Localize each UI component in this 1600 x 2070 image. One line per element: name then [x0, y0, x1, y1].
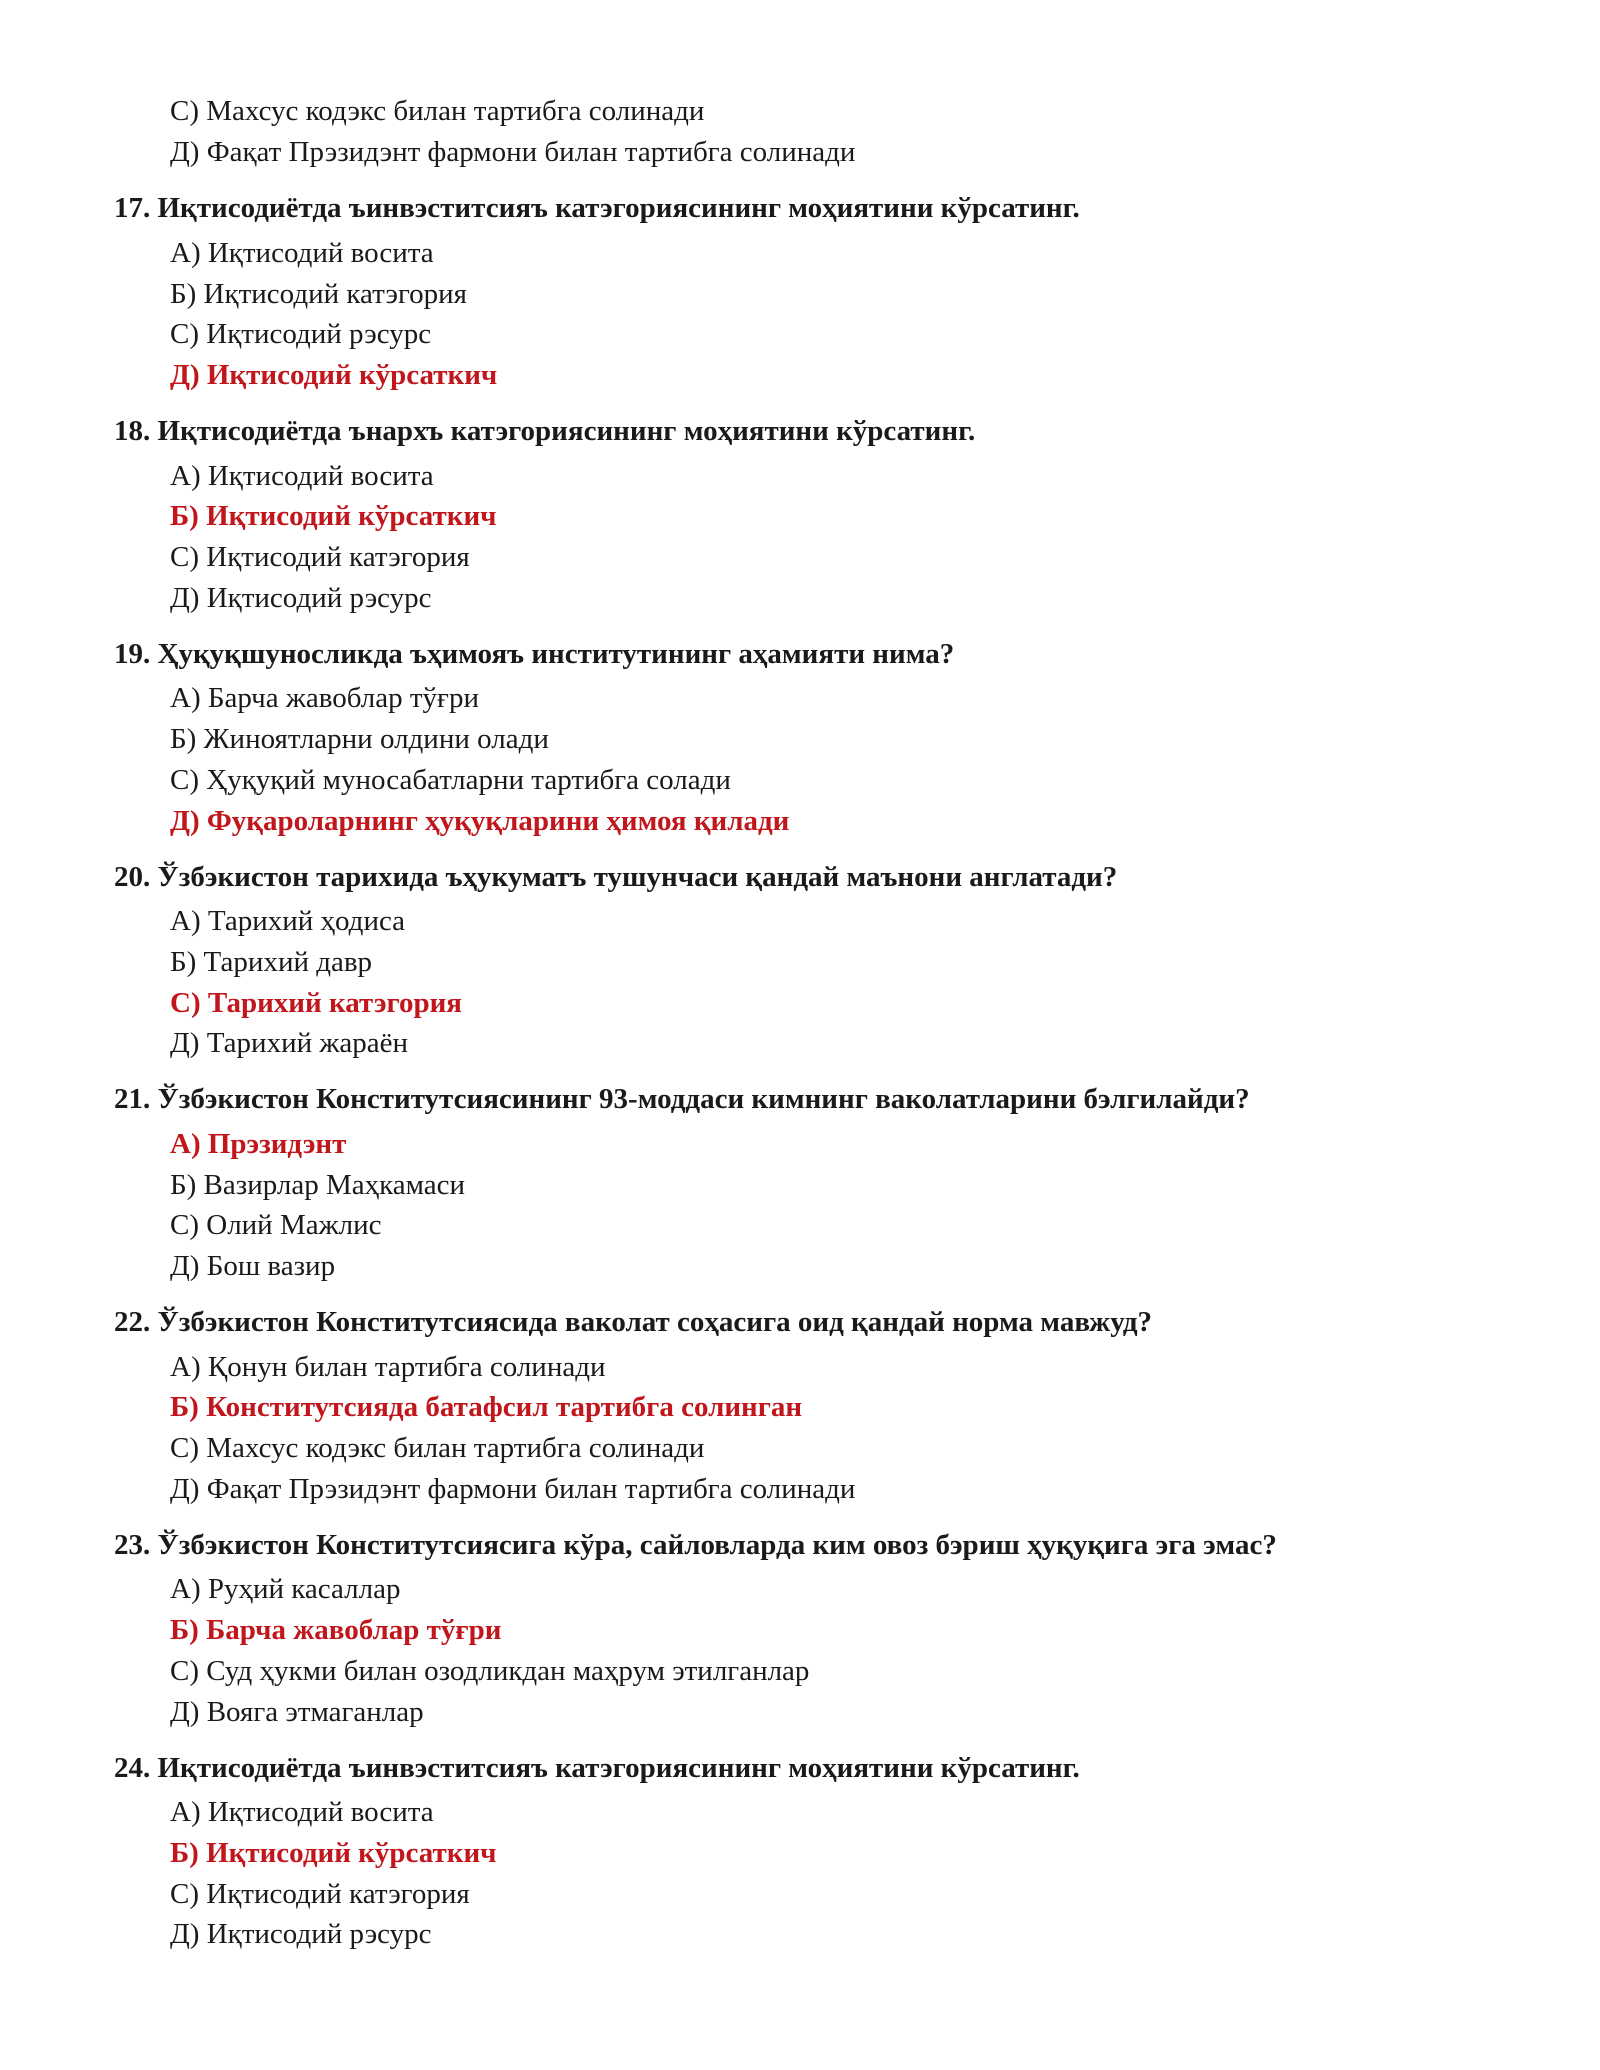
- option-text: А) Тарихий ҳодиса: [170, 905, 406, 937]
- correct-answer: Б) Конститутсияда батафсил тартибга солинган: [170, 1391, 803, 1423]
- correct-answer: Б) Иқтисодий кўрсаткич: [170, 500, 497, 532]
- correct-answer: Д) Фуқароларнинг ҳуқуқларини ҳимоя қилади: [170, 805, 790, 837]
- option-text: С) Иқтисодий катэгория: [170, 1878, 470, 1910]
- option-text: Д) Вояга этмаганлар: [170, 1696, 424, 1728]
- option-text: Д) Фақат Прэзидэнт фармони билан тартибга солинади: [170, 136, 856, 168]
- option-text: Б) Иқтисодий катэгория: [170, 278, 468, 310]
- option-text: Б) Жиноятларни олдини олади: [170, 723, 549, 755]
- option-text: Б) Вазирлар Маҳкамаси: [170, 1169, 466, 1201]
- correct-answer: Б) Барча жавоблар тўғри: [170, 1614, 502, 1646]
- option-text: Д) Тарихий жараён: [170, 1027, 409, 1059]
- correct-answer: Б) Иқтисодий кўрсаткич: [170, 1837, 497, 1869]
- option-text: А) Руҳий касаллар: [170, 1573, 401, 1605]
- option-text: А) Барча жавоблар тўғри: [170, 682, 479, 714]
- option-text: С) Махсус кодэкс билан тартибга солинади: [170, 1432, 705, 1464]
- option-text: Д) Бош вазир: [170, 1250, 336, 1282]
- correct-answer: Д) Иқтисодий кўрсаткич: [170, 359, 498, 391]
- correct-answer: С) Тарихий катэгория: [170, 987, 462, 1019]
- option-text: С) Олий Мажлис: [170, 1209, 382, 1241]
- option-text: Д) Фақат Прэзидэнт фармони билан тартибга солинади: [170, 1473, 856, 1505]
- question-23: 23. Ўзбэкистон Конститутсиясига кўра, сайловларда ким овоз бэриш ҳуқуқига эга эмас?: [114, 1529, 1277, 1561]
- question-19: 19. Ҳуқуқшуносликда ъҳимояъ институтининг аҳамияти нима?: [114, 638, 955, 670]
- option-text: С) Иқтисодий катэгория: [170, 541, 470, 573]
- option-text: А) Иқтисодий восита: [170, 237, 434, 269]
- question-22: 22. Ўзбэкистон Конститутсиясида ваколат соҳасига оид қандай норма мавжуд?: [114, 1306, 1153, 1338]
- option-text: С) Иқтисодий рэсурс: [170, 318, 432, 350]
- option-text: А) Иқтисодий восита: [170, 460, 434, 492]
- option-text: А) Иқтисодий восита: [170, 1796, 434, 1828]
- option-text: С) Суд ҳукми билан озодликдан маҳрум этилганлар: [170, 1655, 810, 1687]
- option-text: Д) Иқтисодий рэсурс: [170, 1918, 432, 1950]
- option-text: Д) Иқтисодий рэсурс: [170, 582, 432, 614]
- option-text: Б) Тарихий давр: [170, 946, 373, 978]
- correct-answer: А) Прэзидэнт: [170, 1128, 347, 1160]
- question-21: 21. Ўзбэкистон Конститутсиясининг 93-моддаси кимнинг ваколатларини бэлгилайди?: [114, 1083, 1250, 1115]
- question-24: 24. Иқтисодиётда ъинвэститсияъ катэгориясининг моҳиятини кўрсатинг.: [114, 1752, 1080, 1784]
- question-17: 17. Иқтисодиётда ъинвэститсияъ катэгориясининг моҳиятини кўрсатинг.: [114, 192, 1080, 224]
- question-18: 18. Иқтисодиётда ънархъ катэгориясининг моҳиятини кўрсатинг.: [114, 415, 976, 447]
- option-text: С) Махсус кодэкс билан тартибга солинади: [170, 95, 705, 127]
- option-text: С) Ҳуқуқий муносабатларни тартибга солади: [170, 764, 731, 796]
- option-text: А) Қонун билан тартибга солинади: [170, 1351, 606, 1383]
- question-20: 20. Ўзбэкистон тарихида ъҳукуматъ тушунчаси қандай маънони англатади?: [114, 861, 1118, 893]
